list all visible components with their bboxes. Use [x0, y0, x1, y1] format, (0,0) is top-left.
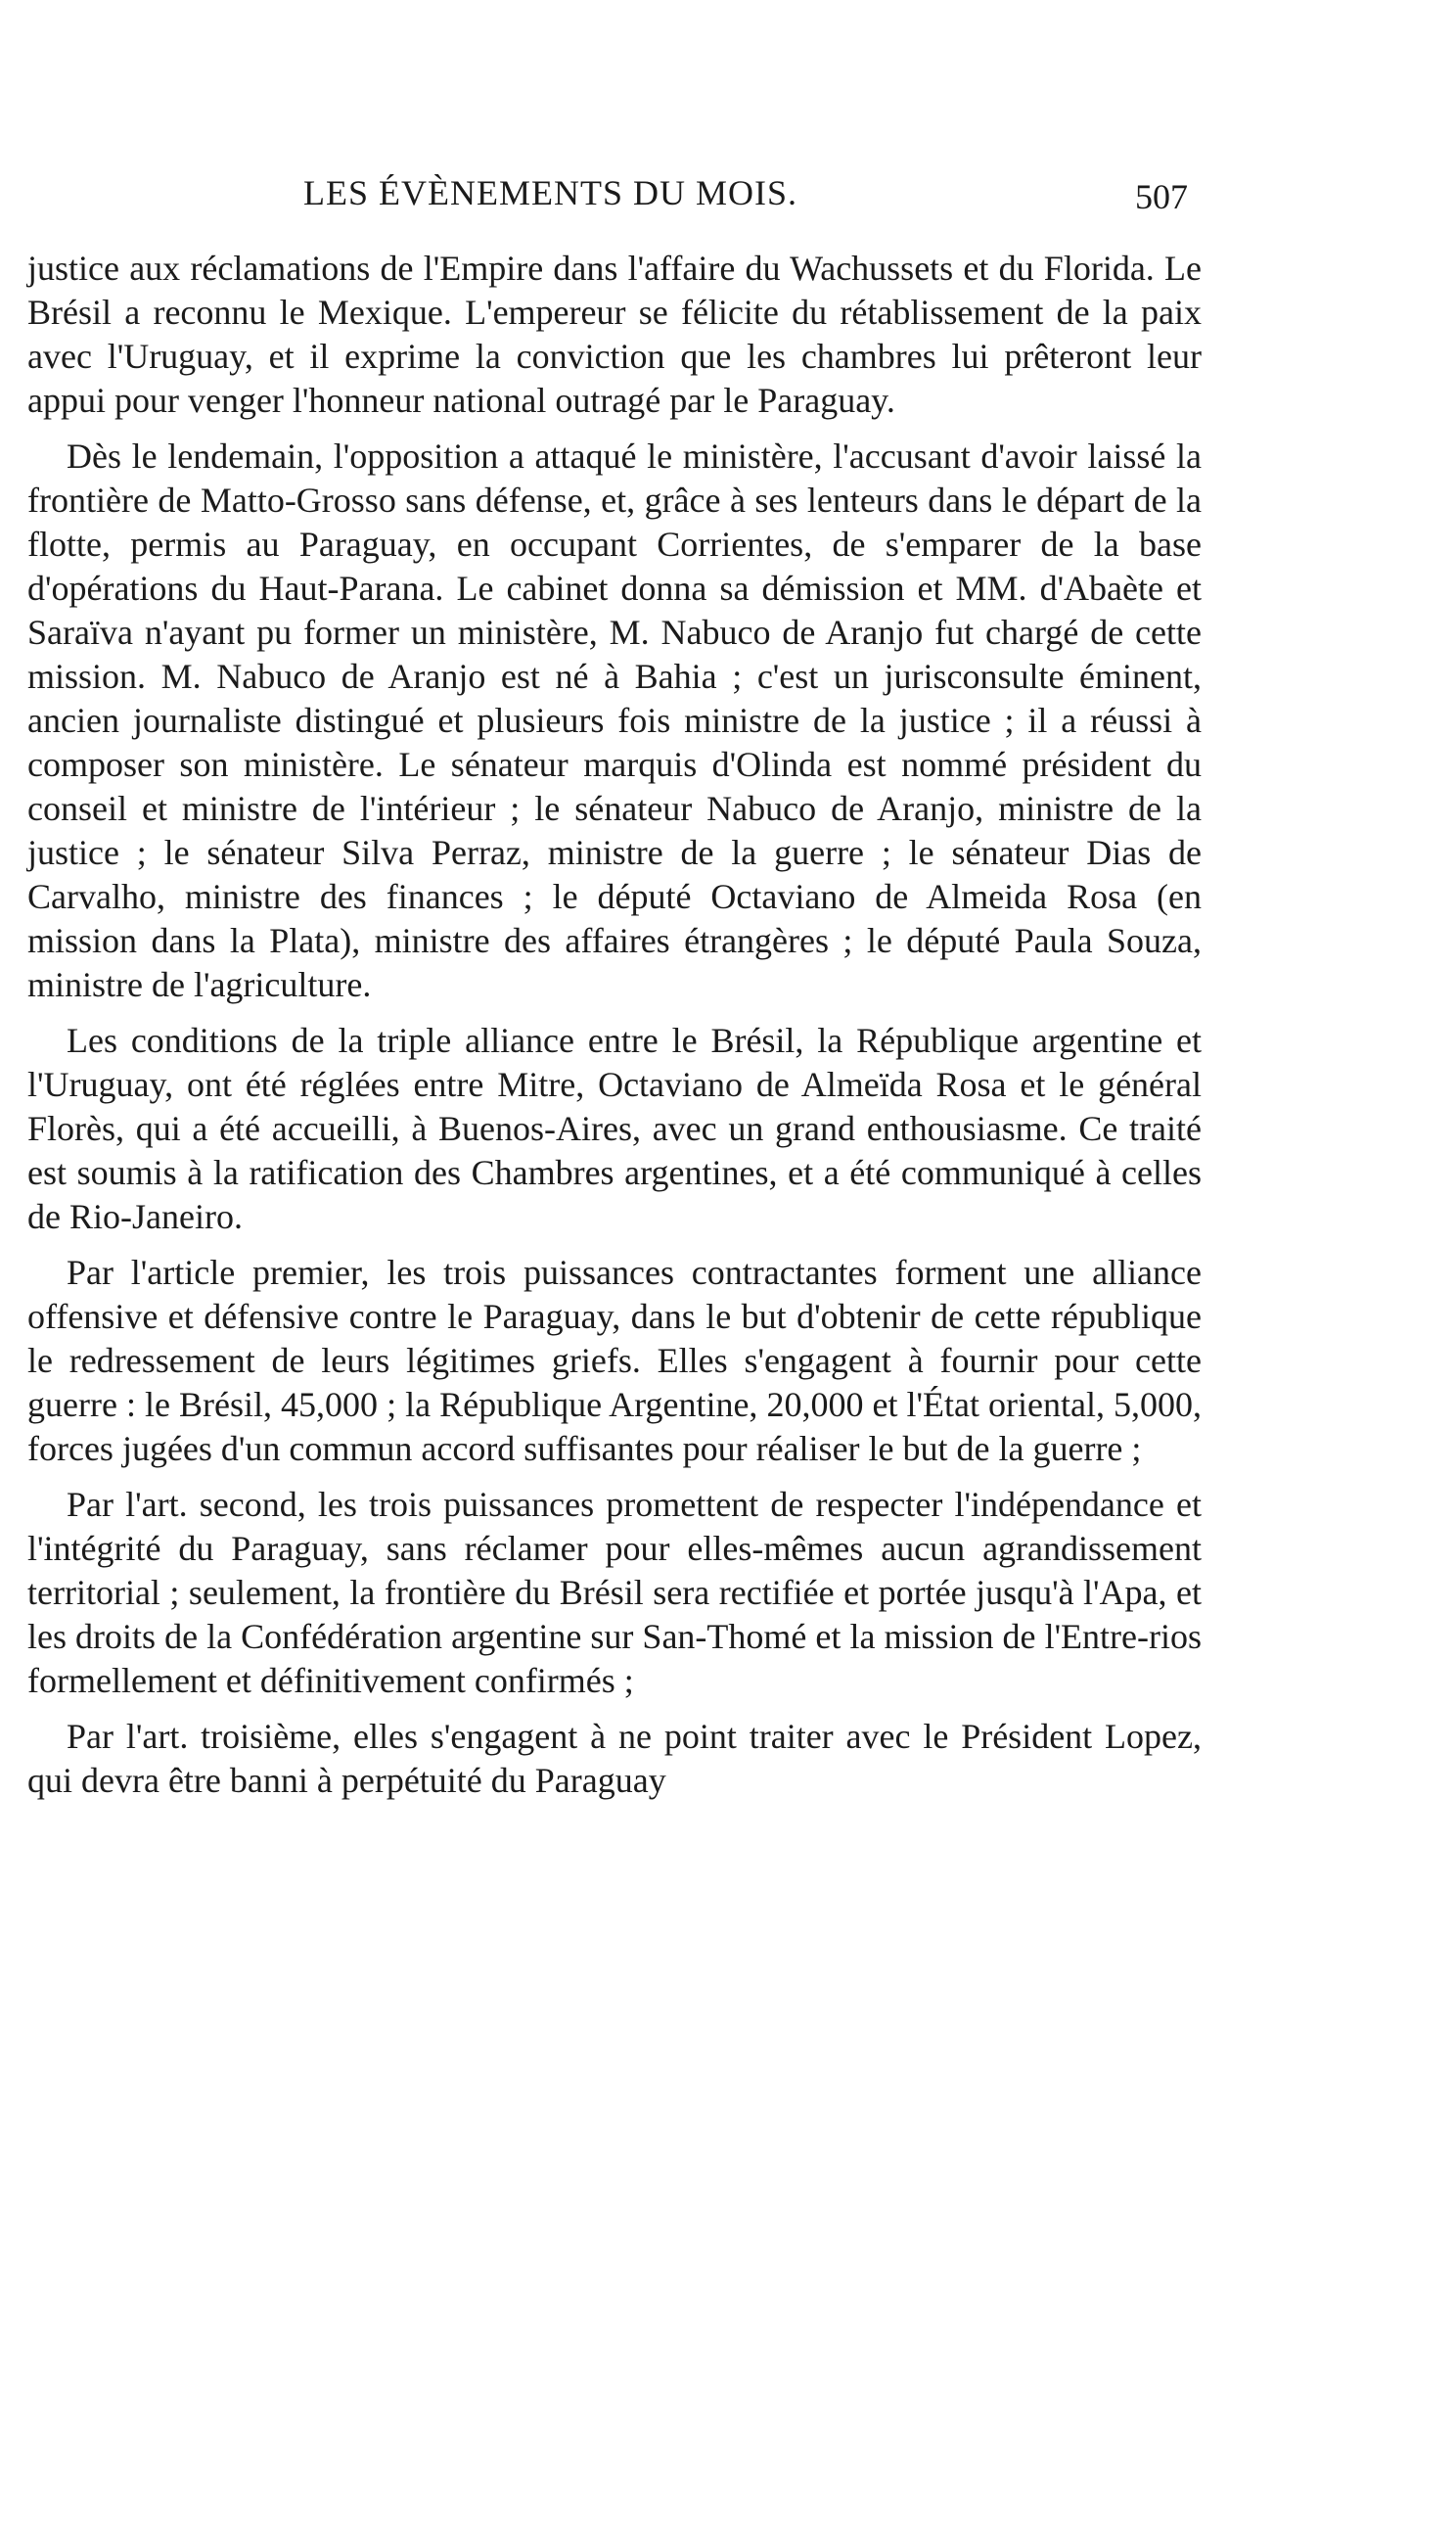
paragraph-2: Dès le lendemain, l'opposition a attaqué le ministère, l'accusant d'avoir laissé la frontière de Matto-Grosso sans défense, et, grâce à ses lenteurs dans le départ de la flotte, permis au Paraguay, en occupant Corrientes, de s'emparer de la base d'opérations du Haut-Parana. Le cabinet donna sa démission et MM. d'Abaète et Saraïva n'ayant pu former un ministère, M. Nabuco de Aranjo fut chargé de cette mission. M. Nabuco de Aranjo est né à Bahia ; c'est un jurisconsulte éminent, ancien journaliste distingué et plusieurs fois ministre de la justice ; il a réussi à composer son ministère. Le sénateur marquis d'Olinda est nommé président du conseil et ministre de l'intérieur ; le sénateur Nabuco de Aranjo, ministre de la justice ; le sénateur Silva Perraz, ministre de la guerre ; le sénateur Dias de Carvalho, ministre des finances ; le député Octaviano de Almeida Rosa (en mission dans la Plata), ministre des affaires étrangères ; le député Paula Souza, ministre de l'agriculture.	[27, 437, 1202, 1004]
body-text	[27, 247, 1202, 1815]
page-number: 507	[1135, 177, 1188, 216]
paragraph-3: Les conditions de la triple alliance entre le Brésil, la République argentine et l'Uruguay, ont été réglées entre Mitre, Octaviano de Almeïda Rosa et le général Florès, qui a été accueilli, à Buenos-Aires, avec un grand enthousiasme. Ce traité est soumis à la ratification des Chambres argentines, et a été communiqué à celles de Rio-Janeiro.	[27, 1021, 1202, 1236]
paragraph-5: Par l'art. second, les trois puissances promettent de respecter l'indépendance et l'intégrité du Paraguay, sans réclamer pour elles-mêmes aucun agrandissement territorial ; seulement, la frontière du Brésil sera rectifiée et portée jusqu'à l'Apa, et les droits de la Confédération argentine sur San-Thomé et la mission de l'Entre-rios formellement et définitivement confirmés ;	[27, 1485, 1202, 1700]
paragraph-4: Par l'article premier, les trois puissances contractantes forment une alliance offensive et défensive contre le Paraguay, dans le but d'obtenir de cette république le redressement de leurs légitimes griefs. Elles s'engagent à fournir pour cette guerre : le Brésil, 45,000 ; la République Argentine, 20,000 et l'État oriental, 5,000, forces jugées d'un commun accord suffisantes pour réaliser le but de la guerre ;	[27, 1253, 1202, 1468]
running-title: LES ÉVÈNEMENTS DU MOIS.	[303, 173, 797, 212]
paragraph-6: Par l'art. troisième, elles s'engagent à ne point traiter avec le Président Lopez, qui devra être banni à perpétuité du Paraguay	[27, 1717, 1202, 1800]
paragraph-1: justice aux réclamations de l'Empire dans l'affaire du Wachussets et du Florida. Le Brésil a reconnu le Mexique. L'empereur se félicite du rétablissement de la paix avec l'Uruguay, et il exprime la conviction que les chambres lui prêteront leur appui pour venger l'honneur national outragé par le Paraguay.	[27, 249, 1202, 420]
